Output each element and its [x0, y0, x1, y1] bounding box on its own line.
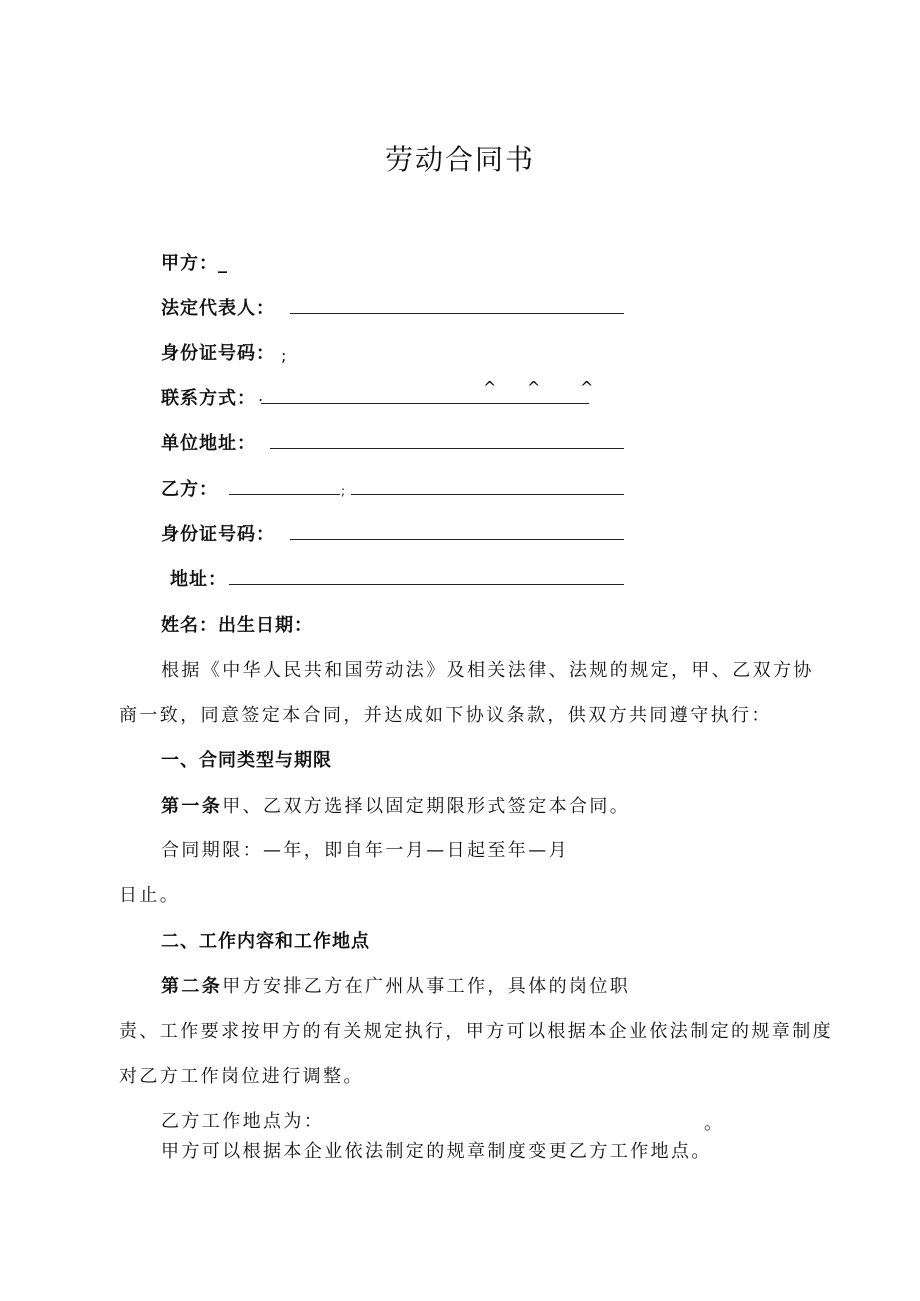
preamble-line-1: 根据《中华人民共和国劳动法》及相关法律、法规的规定，甲、乙双方协: [161, 660, 814, 681]
legal-representative-line: [290, 313, 624, 314]
article-2-text: 甲方安排乙方在广州从事工作，具体的岗位职: [222, 976, 631, 997]
party-b-line-2: [351, 494, 624, 495]
id-number-line-b: [290, 539, 624, 540]
name-birthdate-label: 姓名：出生日期：: [161, 615, 313, 636]
preamble-line-2: 商一致，同意签定本合同，并达成如下协议条款，供双方共同遵守执行：: [119, 705, 772, 726]
contact-caret-1: ^: [483, 378, 497, 397]
party-a-label: 甲方：_: [161, 253, 228, 274]
article-2-line-3: 对乙方工作岗位进行调整。: [119, 1066, 364, 1087]
contact-caret-3: ^: [580, 378, 594, 397]
contact-dot: .: [258, 386, 264, 405]
page-title: 劳动合同书: [384, 143, 535, 176]
article-1-label: 第一条: [161, 796, 223, 817]
contact-line: [261, 403, 589, 404]
article-2: [161, 972, 630, 998]
contract-term-line-2: 日止。: [119, 885, 181, 906]
unit-address-line: [270, 448, 624, 449]
id-number-mark-a: ;: [281, 346, 287, 365]
id-number-label-a: 身份证号码：: [161, 343, 275, 364]
workplace-end-mark: 。: [704, 1113, 725, 1134]
party-b-label: 乙方：: [161, 479, 218, 500]
party-b-separator: ;: [341, 484, 346, 498]
contract-term-line-1: 合同期限：—年，即自年一月—日起至年—月: [161, 840, 569, 861]
section-2-heading: 二、工作内容和工作地点: [161, 931, 370, 952]
contact-label: 联系方式：: [161, 388, 256, 409]
legal-representative-label: 法定代表人：: [161, 298, 275, 319]
workplace-label: 乙方工作地点为：: [161, 1111, 325, 1132]
address-label: 地址：: [170, 569, 227, 590]
unit-address-label: 单位地址：: [161, 433, 256, 454]
article-1-text: 甲、乙双方选择以固定期限形式签定本合同。: [222, 796, 631, 817]
address-line: [229, 584, 624, 585]
section-1-heading: 一、合同类型与期限: [161, 750, 332, 771]
party-b-line-1: [229, 494, 340, 495]
article-2-label: 第二条: [161, 976, 223, 997]
id-number-label-b: 身份证号码：: [161, 524, 275, 545]
workplace-note: 甲方可以根据本企业依法制定的规章制度变更乙方工作地点。: [161, 1141, 712, 1162]
article-2-line-2: 责、工作要求按甲方的有关规定执行，甲方可以根据本企业依法制定的规章制度: [119, 1021, 833, 1042]
article-1: [161, 792, 630, 818]
contact-caret-2: ^: [527, 378, 541, 397]
